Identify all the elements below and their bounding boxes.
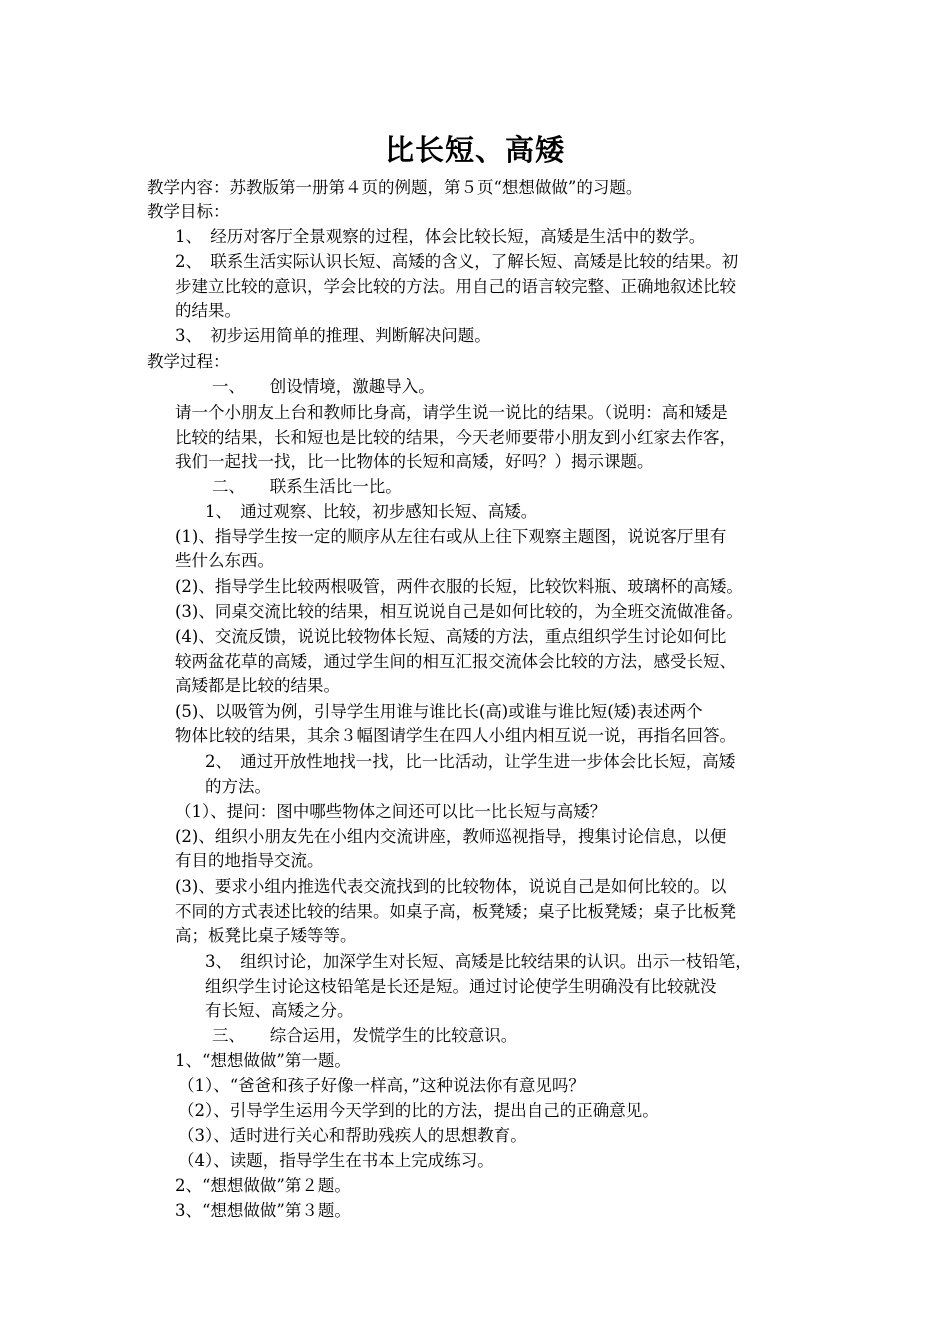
text-line: （4）、读题，指导学生在书本上完成练习。: [178, 1151, 494, 1170]
text-line: （3）、适时进行关心和帮助残疾人的思想教育。: [178, 1126, 527, 1145]
text-line: (3)、同桌交流比较的结果，相互说说自己是如何比较的，为全班交流做准备。: [175, 602, 743, 621]
page-title: 比长短、高矮: [384, 133, 565, 167]
text-line: (5)、以吸管为例，引导学生用谁与谁比长(高)或谁与谁比短(矮)表述两个: [175, 702, 703, 721]
text-line: 步建立比较的意识，学会比较的方法。用自己的语言较完整、正确地叙述比较: [175, 277, 736, 296]
text-line: 教学目标：: [147, 202, 230, 221]
text-line: 高矮都是比较的结果。: [175, 676, 340, 695]
text-line: 的方法。: [205, 777, 271, 796]
text-line: 1、 通过观察、比较，初步感知长短、高矮。: [205, 502, 538, 521]
text-line: (2)、组织小朋友先在小组内交流讲座，教师巡视指导，搜集讨论信息，以便: [175, 827, 727, 846]
text-line: (4)、交流反馈，说说比较物体长短、高矮的方法，重点组织学生讨论如何比: [175, 627, 727, 646]
text-line: 2、“想想做做”第２题。: [175, 1176, 351, 1195]
section-heading: 二、 联系生活比一比。: [212, 477, 402, 496]
text-line: 些什么东西。: [175, 551, 274, 570]
text-line: 我们一起找一找，比一比物体的长短和高矮，好吗？）揭示课题。: [175, 452, 654, 471]
text-line: 高；板凳比桌子矮等等。: [175, 926, 357, 945]
text-line: 教学内容：苏教版第一册第４页的例题，第５页“想想做做”的习题。: [147, 178, 643, 197]
text-line: 请一个小朋友上台和教师比身高，请学生说一说比的结果。（说明：高和矮是: [175, 403, 728, 422]
text-line: 不同的方式表述比较的结果。如桌子高，板凳矮；桌子比板凳矮；桌子比板凳: [175, 902, 736, 921]
section-heading: 一、 创设情境，激趣导入。: [212, 377, 435, 396]
text-line: 较两盆花草的高矮，通过学生间的相互汇报交流体会比较的方法，感受长短、: [175, 652, 736, 671]
text-line: （2）、引导学生运用今天学到的比的方法，提出自己的正确意见。: [178, 1101, 659, 1120]
text-line: 3、“想想做做”第３题。: [175, 1201, 351, 1220]
text-line: (1)、指导学生按一定的顺序从左往右或从上往下观察主题图，说说客厅里有: [175, 527, 727, 546]
text-line: 3、 组织讨论，加深学生对长短、高矮是比较结果的认识。出示一枝铅笔，: [205, 952, 752, 971]
text-line: 1、 经历对客厅全景观察的过程，体会比较长短，高矮是生活中的数学。: [175, 227, 706, 246]
text-line: 有长短、高矮之分。: [205, 1001, 354, 1020]
text-line: 有目的地指导交流。: [175, 851, 324, 870]
text-line: 物体比较的结果，其余３幅图请学生在四人小组内相互说一说，再指名回答。: [175, 726, 736, 745]
text-line: （1）、“爸爸和孩子好像一样高，”这种说法你有意见吗？: [178, 1076, 585, 1095]
text-line: 教学过程：: [147, 352, 230, 371]
text-line: 组织学生讨论这枝铅笔是长还是短。通过讨论使学生明确没有比较就没: [205, 977, 717, 996]
text-line: 2、 通过开放性地找一找，比一比活动，让学生进一步体会比长短，高矮: [205, 752, 736, 771]
text-line: 1、“想想做做”第一题。: [175, 1051, 351, 1070]
text-line: 2、 联系生活实际认识长短、高矮的含义，了解长短、高矮是比较的结果。初: [175, 252, 739, 271]
text-line: (3)、要求小组内推选代表交流找到的比较物体，说说自己是如何比较的。以: [175, 877, 727, 896]
text-line: 比较的结果，长和短也是比较的结果，今天老师要带小朋友到小红家去作客，: [175, 428, 736, 447]
text-line: 的结果。: [175, 301, 241, 320]
text-line: (2)、指导学生比较两根吸管，两件衣服的长短，比较饮料瓶、玻璃杯的高矮。: [175, 577, 743, 596]
text-line: （1）、提问：图中哪些物体之间还可以比一比长短与高矮？: [175, 802, 607, 821]
text-line: 3、 初步运用简单的推理、判断解决问题。: [175, 326, 491, 345]
section-heading: 三、 综合运用，发慌学生的比较意识。: [212, 1026, 518, 1045]
